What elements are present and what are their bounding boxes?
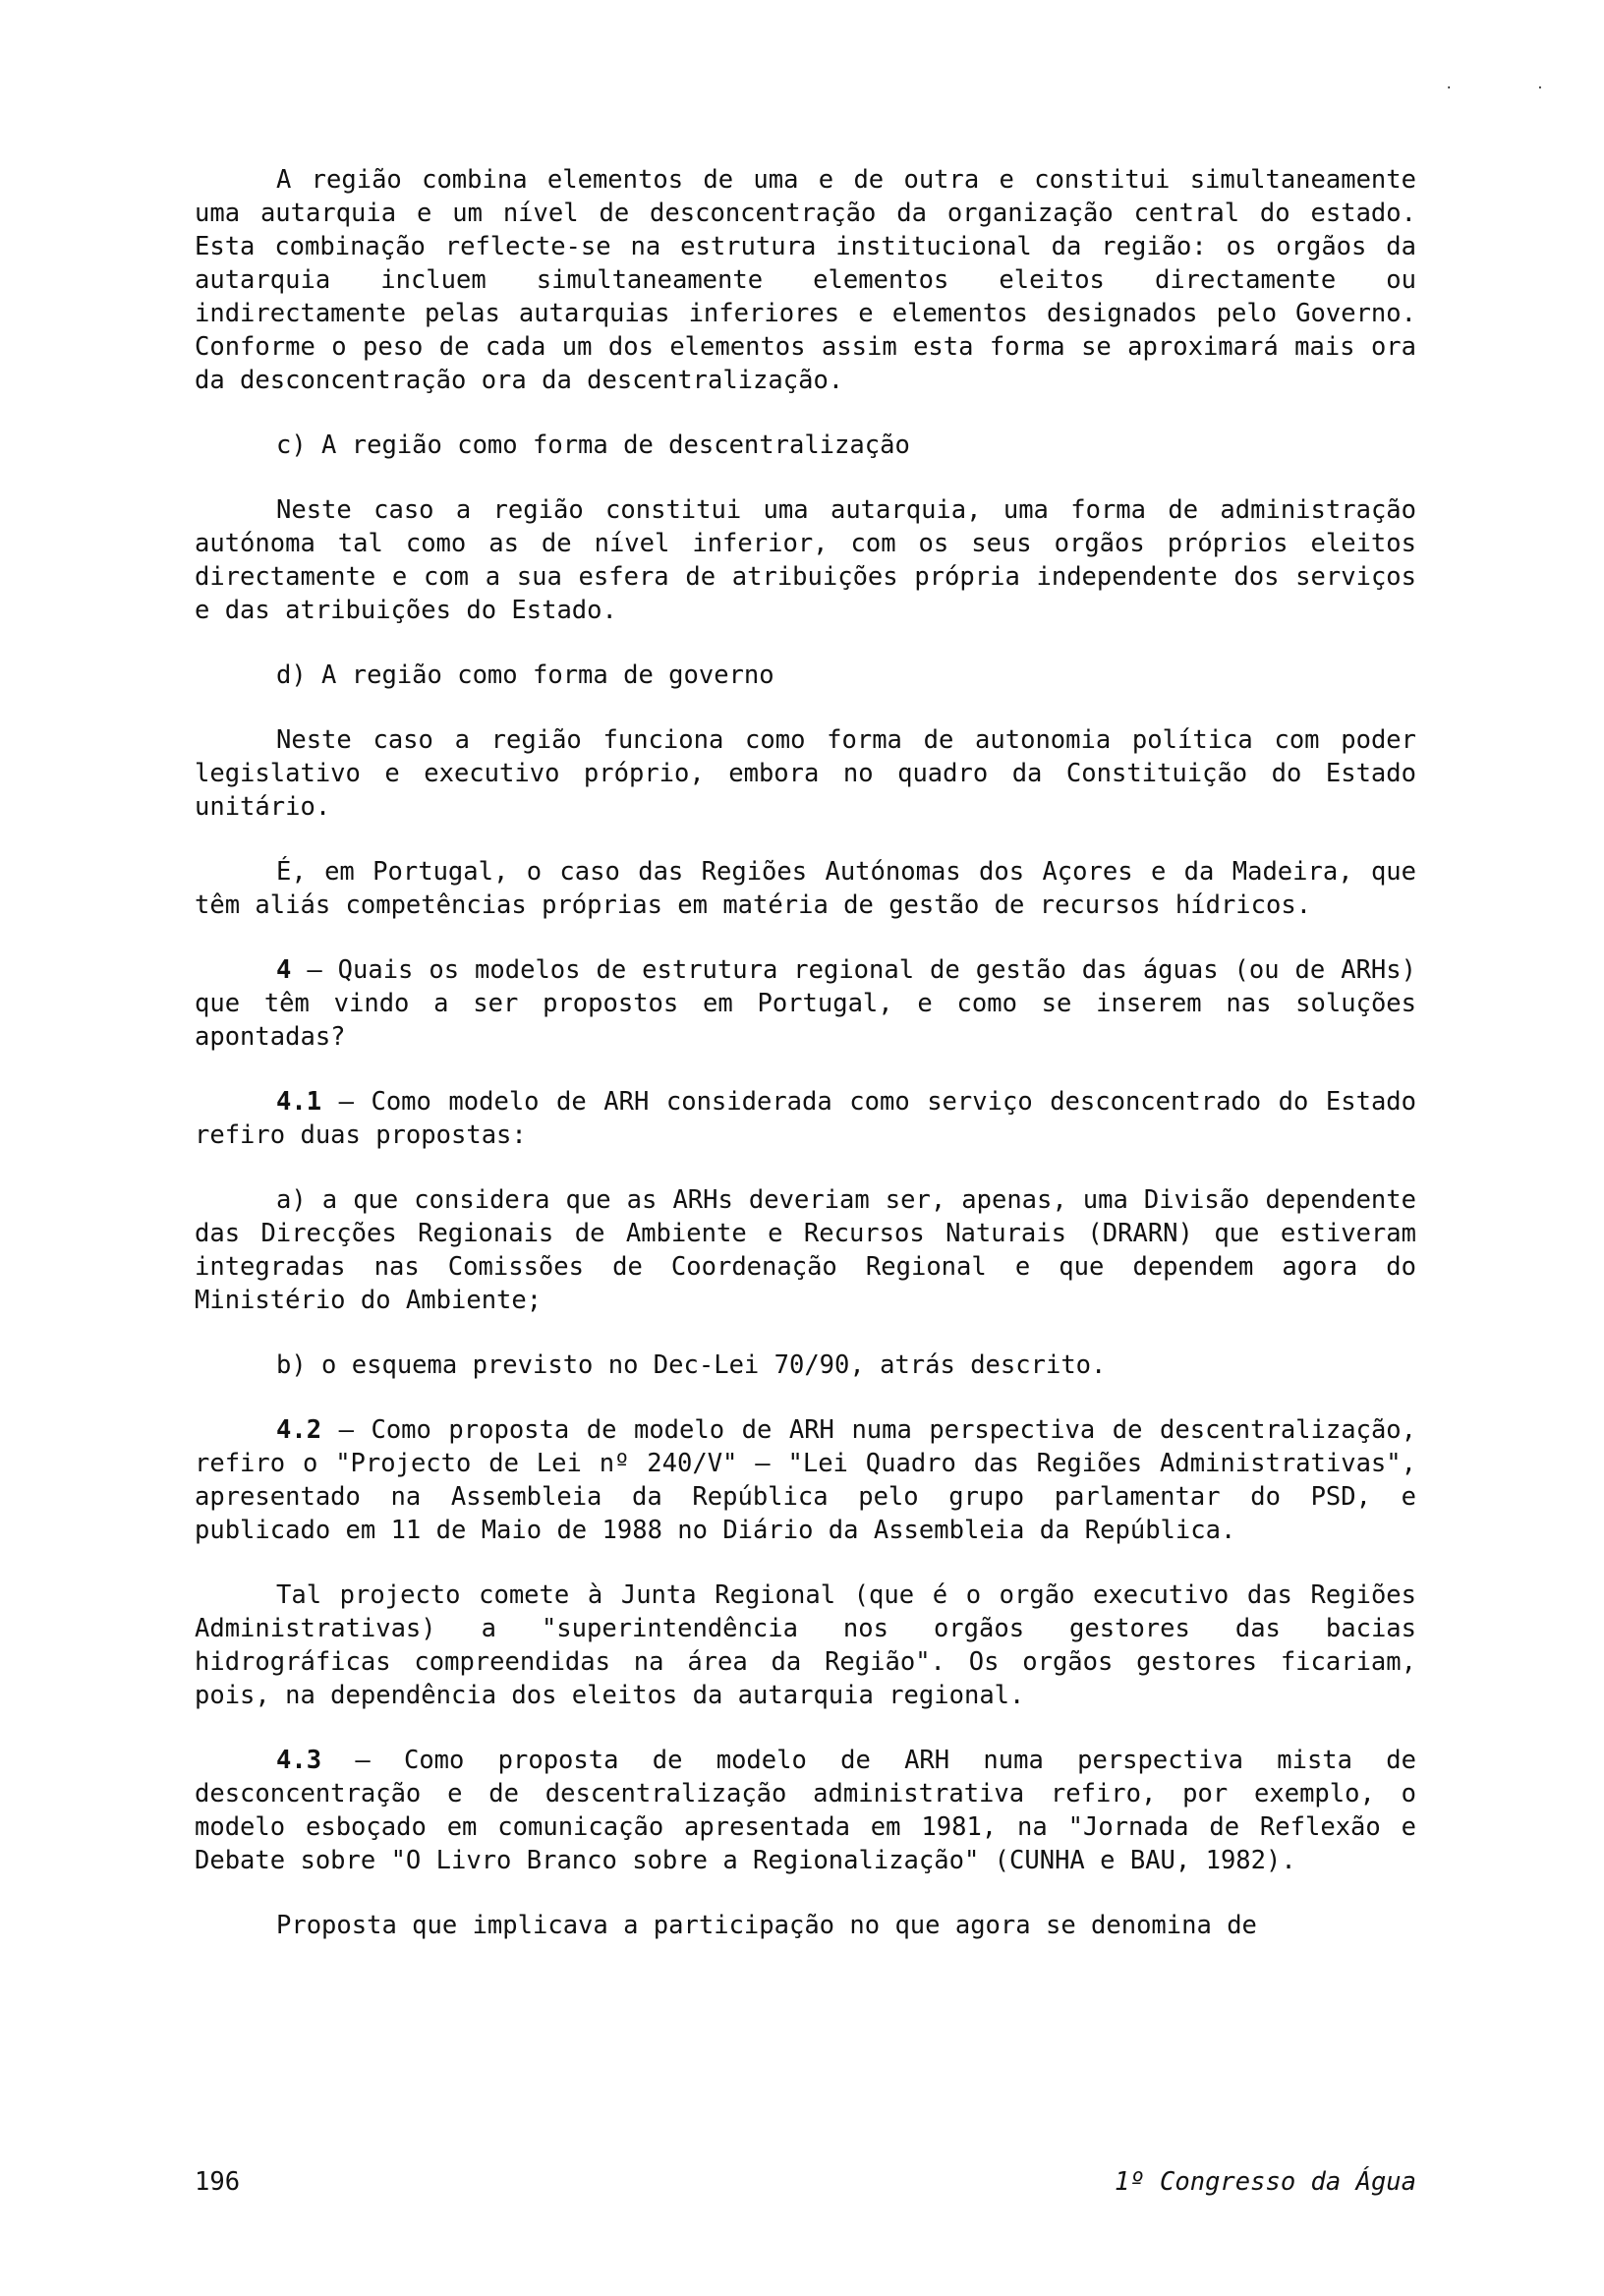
paragraph-section-4-2: 4.2 – Como proposta de modelo de ARH numa perspectiva de descentralização, refiro o "Projecto de Lei nº 240/V" – "Lei Quadro das Regiões Administrativas", apresentado na Assembleia da República pelo grupo parlamentar do PSD, e publicado em 11 de Maio de 1988 no Diário da Assembleia da República. [195, 1415, 1416, 1545]
page-footer [195, 2165, 1416, 2199]
scan-specks: · · [1445, 81, 1545, 96]
heading-region-government: d) A região como forma de governo [276, 660, 774, 690]
paragraph-proposal-a: a) a que considera que as ARHs deveriam ser, apenas, uma Divisão dependente das Direcções Regionais de Ambiente e Recursos Naturais (DRARN) que estiveram integradas nas Comissões de Coordenação Regional e que dependem agora do Ministério do Ambiente; [195, 1185, 1416, 1315]
page-number: 196 [195, 2167, 241, 2197]
paragraph-section-4-3: 4.3 – Como proposta de modelo de ARH numa perspectiva mista de desconcentração e de descentralização administrativa refiro, por exemplo, o modelo esboçado em comunicação apresentada em 1981, na "Jornada de Reflexão e Debate sobre "O Livro Branco sobre a Regionalização" (CUNHA e BAU, 1982). [195, 1746, 1416, 1875]
section-number: 4 [276, 955, 292, 985]
paragraph-region-combination: A região combina elementos de uma e de outra e constitui simultaneamente uma autarquia e um nível de desconcentração da organização central do estado. Esta combinação reflecte-se na estrutura institucional da região: os orgãos da autarquia incluem simultaneamente elementos eleitos directamente ou indirectamente pelas autarquias inferiores e elementos designados pelo Governo. Conforme o peso de cada um dos elementos assim esta forma se aproximará mais ora da desconcentração ora da descentralização. [195, 165, 1416, 395]
section-number: 4.3 [276, 1746, 322, 1775]
paragraph-political-autonomy: Neste caso a região funciona como forma de autonomia política com poder legislativo e executivo próprio, embora no quadro da Constituição do Estado unitário. [195, 725, 1416, 822]
body-text [195, 163, 1416, 1974]
paragraph-autarquia: Neste caso a região constitui uma autarquia, uma forma de administração autónoma tal como as de nível inferior, com os seus orgãos próprios eleitos directamente e com a sua esfera de atribuições própria independente dos serviços e das atribuições do Estado. [195, 495, 1416, 625]
heading-region-decentralization: c) A região como forma de descentralização [276, 430, 910, 460]
publication-title: 1º Congresso da Água [1114, 2167, 1416, 2197]
paragraph-acores-madeira: É, em Portugal, o caso das Regiões Autónomas dos Açores e da Madeira, que têm aliás competências próprias em matéria de gestão de recursos hídricos. [195, 857, 1416, 920]
paragraph-question-4: 4 – Quais os modelos de estrutura regional de gestão das águas (ou de ARHs) que têm vindo a ser propostos em Portugal, e como se inserem nas soluções apontadas? [195, 955, 1416, 1052]
paragraph-junta-regional: Tal projecto comete à Junta Regional (que é o orgão executivo das Regiões Administrativas) a "superintendência nos orgãos gestores das bacias hidrográficas compreendidas na área da Região". Os orgãos gestores ficariam, pois, na dependência dos eleitos da autarquia regional. [195, 1580, 1416, 1710]
section-number: 4.1 [276, 1087, 322, 1117]
paragraph-proposal-b: b) o esquema previsto no Dec-Lei 70/90, atrás descrito. [276, 1350, 1107, 1380]
paragraph-proposal-participation: Proposta que implicava a participação no que agora se denomina de [276, 1911, 1257, 1940]
section-number: 4.2 [276, 1415, 322, 1445]
paragraph-section-4-1: 4.1 – Como modelo de ARH considerada como serviço desconcentrado do Estado refiro duas propostas: [195, 1087, 1416, 1150]
